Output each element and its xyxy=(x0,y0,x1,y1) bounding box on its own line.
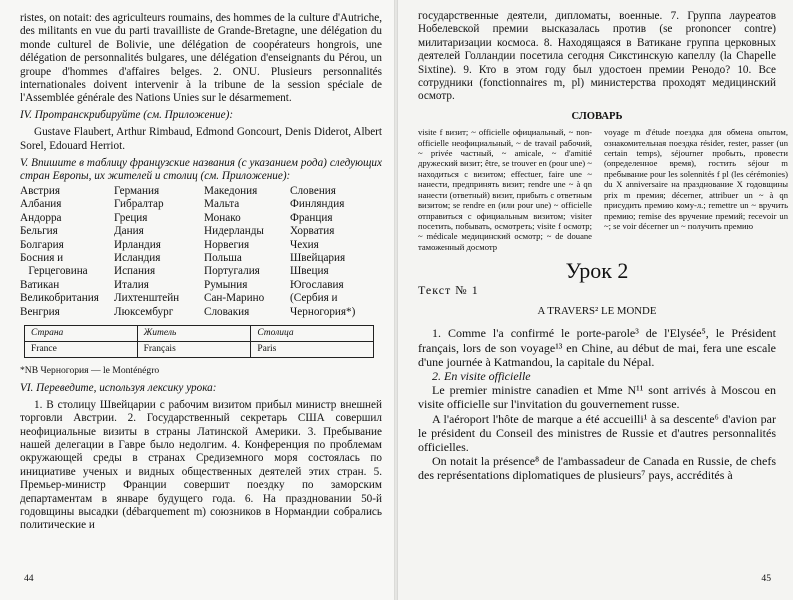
page-number-left: 44 xyxy=(24,573,34,584)
country-cell: Сан-Марино xyxy=(204,292,265,305)
table-row xyxy=(25,341,374,357)
country-cell: Мальта xyxy=(204,198,240,211)
text-number: Текст № 1 xyxy=(418,282,479,297)
vocabulary-list xyxy=(418,127,788,252)
country-cell: Венгрия xyxy=(20,305,60,318)
country-cell: Югославия xyxy=(290,278,344,291)
text-paragraph-2: Le premier ministre canadien et Mme N¹¹ sont arrivés à Moscou en visite officielle sur l'invitation du gouvernement russe. xyxy=(418,383,776,412)
country-cell: Швейцария xyxy=(290,251,346,264)
country-cell: Монако xyxy=(204,211,241,224)
country-cell: Черногория*) xyxy=(290,305,356,318)
text-paragraph-4: On notait la présence⁸ de l'ambassadeur de Canada en Russie, de chefs des représentations diplomatiques de plusieurs⁷ pays, accrédités à xyxy=(418,454,776,483)
exercise-6-body: 1. В столицу Швейцарии с рабочим визитом прибыл министр внешней торговли Австрии. 2. Государственный секретарь США совершил неофициальные визиты в страны Латинской Америки. 3. Пребывание нашей делегации в Гавре было недолгим. 4. Конференция по проблемам окружающей среды в странах Средиземного моря состоялась по инициативе ученых и видных общественных деятелей этих стран. 5. Премьер-министр Франции совершит поездку по заморским департаментам в январе будущего года. 6. На праздновании 50-й годовщины высадки (débarquement m) союзников в Нормандии собрались политические и xyxy=(20,398,382,532)
table-cell: France xyxy=(25,341,138,357)
top-paragraph: государственные деятели, дипломаты, военные. 7. Группа лауреатов Нобелевской премии высказалась против (se prononcer contre) милитаризации космоса. 8. Находящаяся в Ватикане группа церковных деятелей Голландии посетила сегодня Сикстинскую капеллу (la Chapelle Sixtine). 9. Кто в этом году был удостоен премии Ренодо? 10. Все сотрудники (fonctionnaires m, pl) министерства проходят медицинский осмотр. xyxy=(418,10,776,103)
country-cell: Бельгия xyxy=(20,225,58,238)
country-cell: Болгария xyxy=(20,238,64,251)
table-header-cell: Страна xyxy=(25,325,138,341)
right-column xyxy=(418,10,788,483)
country-cell: Швеция xyxy=(290,265,329,278)
table-header-cell: Житель xyxy=(137,325,251,341)
country-cell: Ирландия xyxy=(114,238,161,251)
exercise-6-header: VI. Переведите, используя лексику урока: xyxy=(20,382,217,395)
country-cell: Герцеговина xyxy=(20,265,88,278)
text-title: A TRAVERS² LE MONDE xyxy=(537,304,657,317)
country-cell: Австрия xyxy=(20,184,61,197)
country-cell: Нидерланды xyxy=(204,225,264,238)
country-cell: Италия xyxy=(114,278,149,291)
footnote: *NB Черногория — le Monténégro xyxy=(20,364,160,376)
country-cell: Финляндия xyxy=(290,198,345,211)
country-cell: Польша xyxy=(204,251,242,264)
country-cell: Словакия xyxy=(204,305,250,318)
country-cell: Босния и xyxy=(20,251,64,264)
country-cell: Великобритания xyxy=(20,292,99,305)
table-cell: Français xyxy=(137,341,251,357)
vocabulary-right-column: voyage m d'étude поездка для обмена опытом, ознакомительная поездка résider, rester, passer (un certain temps), séjourner пробыть, провести (определенное время), гостить séjour m пребывание pour les solennités f pl (les cérémonies) du X anniversaire на празднование X годовщины prix m премия; décerner, attribuer un ~ à qn присудить премию кому-л.; remettre un ~ вручить премию; remise des вручение премий; recevoir un ~; se voir décerner un ~ получить премию xyxy=(604,127,788,231)
country-cell: Германия xyxy=(114,184,160,197)
country-cell: Албания xyxy=(20,198,62,211)
exercise-5-header: V. Впишите в таблицу французские названия (с указанием рода) следующих стран Европы, их жителей и столиц (см. Приложение): xyxy=(20,157,382,183)
vocabulary-left-column: visite f визит; ~ officielle официальный, ~ non-officielle неофициальный, ~ de travail рабочий, ~ privée частный, ~ amicale, ~ d'amitié дружеский визит; être, se trouver en (pour une) ~ находиться с визитом; effectuer, faire une ~ нанести, предпринять визит; rendre une ~ à qn нанести (ответный) визит, прибыть с ответным визитом; se rendre en (или pour une) ~ officielle отправиться с официальным визитом; visiter посетить, побывать, осмотреть; visite f осмотр; ~ médicale медицинский осмотр; ~ de douane таможенный досмотр xyxy=(418,127,592,252)
page-number-right: 45 xyxy=(761,573,771,584)
country-cell: Румыния xyxy=(204,278,248,291)
country-cell: Греция xyxy=(114,211,148,224)
country-cell: Португалия xyxy=(204,265,260,278)
country-cell: Норвегия xyxy=(204,238,250,251)
country-cell: (Сербия и xyxy=(290,292,338,305)
countries-grid xyxy=(20,185,382,319)
country-cell: Андорра xyxy=(20,211,62,224)
country-table xyxy=(24,325,374,358)
country-cell: Дания xyxy=(114,225,144,238)
exercise-4-header: IV. Протранскрибируйте (см. Приложение): xyxy=(20,108,234,121)
country-cell: Исландия xyxy=(114,251,161,264)
country-cell: Ватикан xyxy=(20,278,60,291)
left-column xyxy=(20,12,382,533)
country-cell: Гибралтар xyxy=(114,198,164,211)
text-paragraph-3: A l'aéroport l'hôte de marque a été accueilli¹ à sa descente⁶ d'avion par le président du Conseil des ministres de Russie et d'autres personnalités officielles. xyxy=(418,411,776,454)
table-cell: Paris xyxy=(251,341,374,357)
country-cell: Македония xyxy=(204,184,258,197)
country-cell: Испания xyxy=(114,265,156,278)
country-cell: Лихтенштейн xyxy=(114,292,180,305)
table-header-row xyxy=(25,325,374,341)
country-cell: Люксембург xyxy=(114,305,174,318)
country-cell: Хорватия xyxy=(290,225,335,238)
intro-paragraph: ristes, on notait: des agriculteurs roumains, des hommes de la culture d'Autriche, des militants en vue du parti travailliste de Grande-Bretagne, une délégation du monde culturel de Bolivie, une délégation de coopérateurs hongrois, une délégation de personnalités bulgares, une délégation d'enseignants du Pérou, un groupe d'hommes d'affaires belges. 2. ONU. Plusieurs personnalités internationales doivent intervenir à la tribune de la session spéciale de l'Assemblée générale des Nations Unies sur le désarmement. xyxy=(20,12,382,105)
exercise-4-body: Gustave Flaubert, Arthur Rimbaud, Edmond Goncourt, Denis Diderot, Albert Sorel, Edouard Herriot. xyxy=(20,126,382,152)
book-gutter xyxy=(394,0,398,600)
vocabulary-title: СЛОВАРЬ xyxy=(571,110,623,122)
lesson-title: Урок 2 xyxy=(565,258,629,284)
country-cell: Франция xyxy=(290,211,333,224)
text-section-2-header: 2. En visite officielle xyxy=(432,368,531,383)
country-cell: Чехия xyxy=(290,238,319,251)
text-paragraph-1: 1. Comme l'a confirmé le porte-parole³ de l'Elysée⁵, le Président français, lors de son voyage¹³ en Chine, au début de mai, fera une escale d'une journée à Katmandou, la capitale du Népal. xyxy=(418,326,776,369)
table-header-cell: Столица xyxy=(251,325,374,341)
country-cell: Словения xyxy=(290,184,336,197)
